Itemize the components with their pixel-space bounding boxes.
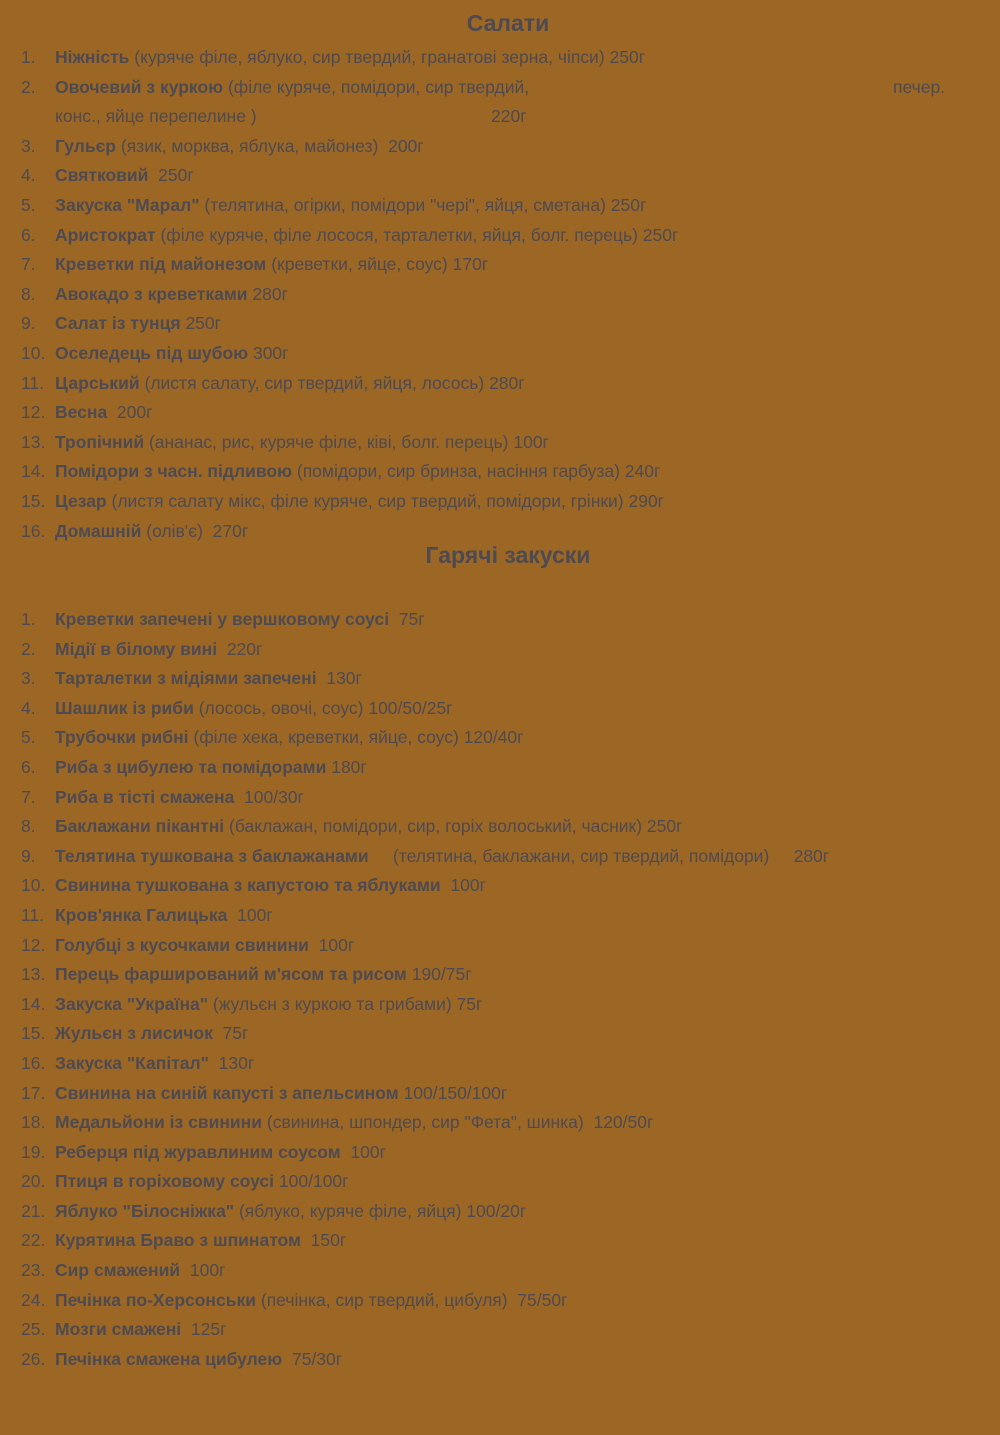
- item-description: 150г: [300, 1230, 347, 1251]
- item-name: Медальйони із свинини: [55, 1112, 262, 1133]
- item-number: 26.: [21, 1348, 46, 1369]
- item-number: 7.: [21, 254, 36, 275]
- list-item: [0, 73, 1000, 103]
- item-description: 125г: [181, 1319, 227, 1340]
- salads-section-title: Салати: [466, 10, 550, 36]
- list-item: [0, 753, 1000, 783]
- item-number: 24.: [21, 1289, 46, 1310]
- item-name: Царський: [55, 372, 140, 393]
- item-number: 25.: [21, 1319, 46, 1340]
- list-item: [0, 428, 1000, 458]
- item-name: Риба з цибулею та помідорами: [55, 756, 327, 777]
- item-number: 6.: [21, 756, 36, 777]
- item-description: (філе куряче, філе лосося, тарталетки, яйця, болг. перець) 250г: [155, 224, 679, 245]
- list-item: [0, 723, 1000, 753]
- item-description: (лосось, овочі, соус) 100/50/25г: [193, 697, 453, 718]
- item-number: 14.: [21, 461, 46, 482]
- item-name: Печінка смажена цибулею: [55, 1348, 283, 1369]
- item-name: Овочевий з куркою: [55, 76, 224, 97]
- item-number: 1.: [21, 47, 36, 67]
- list-item: [0, 605, 1000, 635]
- list-item: [0, 1315, 1000, 1345]
- list-item: [0, 635, 1000, 665]
- list-item: [0, 1256, 1000, 1286]
- item-name: Помідори з часн. підливою: [55, 461, 293, 482]
- item-description: 280г: [247, 283, 288, 304]
- item-number: 10.: [21, 342, 46, 363]
- item-name: Перець фарширований м'ясом та рисом: [55, 964, 407, 985]
- item-name: Креветки під майонезом: [55, 254, 267, 275]
- item-name: Тарталетки з мідіями запечені: [55, 668, 317, 689]
- item-description: 100/150/100г: [398, 1082, 508, 1103]
- item-number: 15.: [21, 1023, 46, 1044]
- item-description: 100г: [227, 904, 273, 925]
- item-name: Жульєн з лисичок: [55, 1023, 213, 1044]
- item-number: 11.: [21, 904, 45, 925]
- item-number: 4.: [21, 697, 36, 718]
- item-name: Мідії в білому вині: [55, 638, 218, 659]
- item-number: 4.: [21, 165, 36, 186]
- item-number: 5.: [21, 194, 36, 215]
- item-name: Голубці з кусочками свинини: [55, 934, 309, 955]
- item-name: Трубочки рибні: [55, 727, 189, 748]
- list-item: [0, 901, 1000, 931]
- hot-appetizers-section-title: Гарячі закуски: [425, 542, 591, 568]
- item-description-tail: печер.: [893, 76, 946, 97]
- list-item: [0, 1286, 1000, 1316]
- item-number: 2.: [21, 638, 36, 659]
- salads-list: [0, 43, 1000, 546]
- item-name: Баклажани пікантні: [55, 816, 225, 837]
- item-number: 2.: [21, 76, 36, 97]
- list-item: [0, 250, 1000, 280]
- list-item: [0, 1167, 1000, 1197]
- list-item: [0, 280, 1000, 310]
- item-description: 100г: [340, 1141, 387, 1162]
- item-name: Закуска "Капітал": [55, 1052, 209, 1073]
- item-name: Авокадо з креветками: [55, 283, 248, 304]
- item-description: (філе хека, креветки, яйце, соус) 120/40г: [188, 727, 524, 748]
- item-name: Риба в тісті смажена: [55, 786, 235, 807]
- item-description: 250г: [180, 313, 222, 334]
- item-name: Гульєр: [55, 135, 116, 156]
- item-description: 300г: [248, 342, 289, 363]
- item-name: Мозги смажені: [55, 1319, 182, 1340]
- item-description: 100/100г: [274, 1171, 349, 1192]
- item-number: 8.: [21, 283, 36, 304]
- item-name: Яблуко "Білосніжка": [55, 1200, 235, 1221]
- list-item: [0, 990, 1000, 1020]
- list-item: [0, 43, 1000, 73]
- item-description: 250г: [148, 165, 194, 186]
- item-name: Ніжність: [55, 47, 130, 67]
- list-item: [0, 1345, 1000, 1375]
- item-description: (жульєн з куркою та грибами) 75г: [208, 993, 483, 1014]
- item-name: Цезар: [55, 490, 107, 511]
- item-number: 6.: [21, 224, 36, 245]
- item-number: 12.: [21, 402, 46, 423]
- item-name: Птиця в горіховому соусі: [55, 1171, 275, 1192]
- item-description: 220г: [217, 638, 263, 659]
- item-description: конс., яйце перепелине ): [55, 106, 257, 127]
- item-name: Тропічний: [55, 431, 145, 452]
- item-name: Реберця під журавлиним соусом: [55, 1141, 341, 1162]
- item-name: Оселедець під шубою: [55, 342, 249, 363]
- list-item: [0, 457, 1000, 487]
- item-description: (креветки, яйце, соус) 170г: [266, 254, 489, 275]
- item-description: (олів'є) 270г: [141, 520, 249, 541]
- item-number: 16.: [21, 520, 46, 541]
- list-item: [0, 191, 1000, 221]
- list-item: [0, 309, 1000, 339]
- item-description: 75г: [389, 609, 425, 629]
- item-description: (баклажан, помідори, сир, горіх волоський, часник) 250г: [224, 816, 683, 837]
- list-item: [0, 1079, 1000, 1109]
- item-description: 100/30г: [234, 786, 304, 807]
- item-name: Курятина Браво з шпинатом: [55, 1230, 301, 1251]
- item-description: 75г: [212, 1023, 249, 1044]
- list-item: [0, 1138, 1000, 1168]
- list-item: [0, 221, 1000, 251]
- item-description: (телятина, огірки, помідори "чері", яйця, сметана) 250г: [199, 194, 647, 215]
- item-number: 22.: [21, 1230, 46, 1251]
- list-item: [0, 694, 1000, 724]
- item-description: 130г: [316, 668, 362, 689]
- item-name: Святковий: [55, 165, 149, 186]
- item-name: Домашній: [55, 520, 142, 541]
- item-description: 130г: [208, 1052, 255, 1073]
- list-item: [0, 1049, 1000, 1079]
- item-number: 9.: [21, 313, 36, 334]
- item-name: Свинина тушкована з капустою та яблуками: [55, 875, 441, 896]
- item-name: Аристократ: [55, 224, 156, 245]
- item-number: 1.: [21, 609, 36, 629]
- list-item: [0, 812, 1000, 842]
- list-item: [0, 132, 1000, 162]
- item-description: (печінка, сир твердий, цибуля) 75/50г: [256, 1289, 568, 1310]
- item-name: Печінка по-Херсонськи: [55, 1289, 257, 1310]
- item-number: 12.: [21, 934, 46, 955]
- item-name: Кров'янка Галицька: [55, 904, 228, 925]
- list-item: [0, 871, 1000, 901]
- item-description: (телятина, баклажани, сир твердий, помідори) 280г: [368, 845, 830, 866]
- list-item: [0, 398, 1000, 428]
- item-name: Закуска "Марал": [55, 194, 200, 215]
- list-item: [0, 664, 1000, 694]
- item-number: 16.: [21, 1052, 46, 1073]
- item-description: (листя салату, сир твердий, яйця, лосось) 280г: [139, 372, 525, 393]
- item-description: 180г: [326, 756, 367, 777]
- list-item: [0, 487, 1000, 517]
- item-number: 13.: [21, 964, 46, 985]
- item-description: (свинина, шпондер, сир "Фета", шинка) 120/50г: [262, 1112, 654, 1133]
- item-number: 20.: [21, 1171, 46, 1192]
- item-description: (ананас, рис, куряче філе, ківі, болг. перець) 100г: [144, 431, 549, 452]
- list-item: [0, 369, 1000, 399]
- list-item: [0, 842, 1000, 872]
- item-description: 100г: [180, 1260, 226, 1281]
- list-item: [0, 1108, 1000, 1138]
- item-description: (листя салату мікс, філе куряче, сир твердий, помідори, грінки) 290г: [106, 490, 665, 511]
- item-description: 75/30г: [282, 1348, 343, 1369]
- item-name: Сир смажений: [55, 1260, 181, 1281]
- item-number: 18.: [21, 1112, 46, 1133]
- list-item: [0, 960, 1000, 990]
- item-number: 10.: [21, 875, 46, 896]
- item-number: 21.: [21, 1200, 46, 1221]
- item-name: Креветки запечені у вершковому соусі: [55, 609, 390, 629]
- item-description: (помідори, сир бринза, насіння гарбуза) 240г: [292, 461, 661, 482]
- list-item: [0, 161, 1000, 191]
- item-description: 100г: [308, 934, 355, 955]
- item-description: (філе куряче, помідори, сир твердий,: [223, 76, 530, 97]
- item-name: Телятина тушкована з баклажанами: [55, 845, 369, 866]
- item-number: 15.: [21, 490, 46, 511]
- item-name: Шашлик із риби: [55, 697, 194, 718]
- list-item: [0, 931, 1000, 961]
- item-description: (куряче філе, яблуко, сир твердий, гранатові зерна, чіпси) 250г: [129, 47, 646, 67]
- item-number: 19.: [21, 1141, 46, 1162]
- item-number: 8.: [21, 816, 36, 837]
- item-description: (язик, морква, яблука, майонез) 200г: [116, 135, 424, 156]
- item-description: 200г: [107, 402, 153, 423]
- item-name: Свинина на синій капусті з апельсином: [55, 1082, 399, 1103]
- item-name: Салат із тунця: [55, 313, 181, 334]
- list-item: [0, 783, 1000, 813]
- item-number: 13.: [21, 431, 46, 452]
- hot-appetizers-list: [0, 605, 1000, 1374]
- item-number: 17.: [21, 1082, 46, 1103]
- item-number: 7.: [21, 786, 36, 807]
- item-number: 3.: [21, 135, 36, 156]
- item-number: 3.: [21, 668, 36, 689]
- item-number: 5.: [21, 727, 36, 748]
- list-item: [0, 1019, 1000, 1049]
- item-description: 190/75г: [406, 964, 472, 985]
- list-item-continuation: [0, 102, 1000, 132]
- item-number: 23.: [21, 1260, 46, 1281]
- item-number: 9.: [21, 845, 36, 866]
- list-item: [0, 339, 1000, 369]
- item-weight: 220г: [491, 106, 527, 127]
- list-item: [0, 1197, 1000, 1227]
- item-name: Весна: [55, 402, 108, 423]
- item-description: (яблуко, куряче філе, яйця) 100/20г: [234, 1200, 527, 1221]
- item-number: 11.: [21, 372, 45, 393]
- list-item: [0, 1226, 1000, 1256]
- item-number: 14.: [21, 993, 46, 1014]
- item-name: Закуска "Україна": [55, 993, 209, 1014]
- item-description: 100г: [440, 875, 486, 896]
